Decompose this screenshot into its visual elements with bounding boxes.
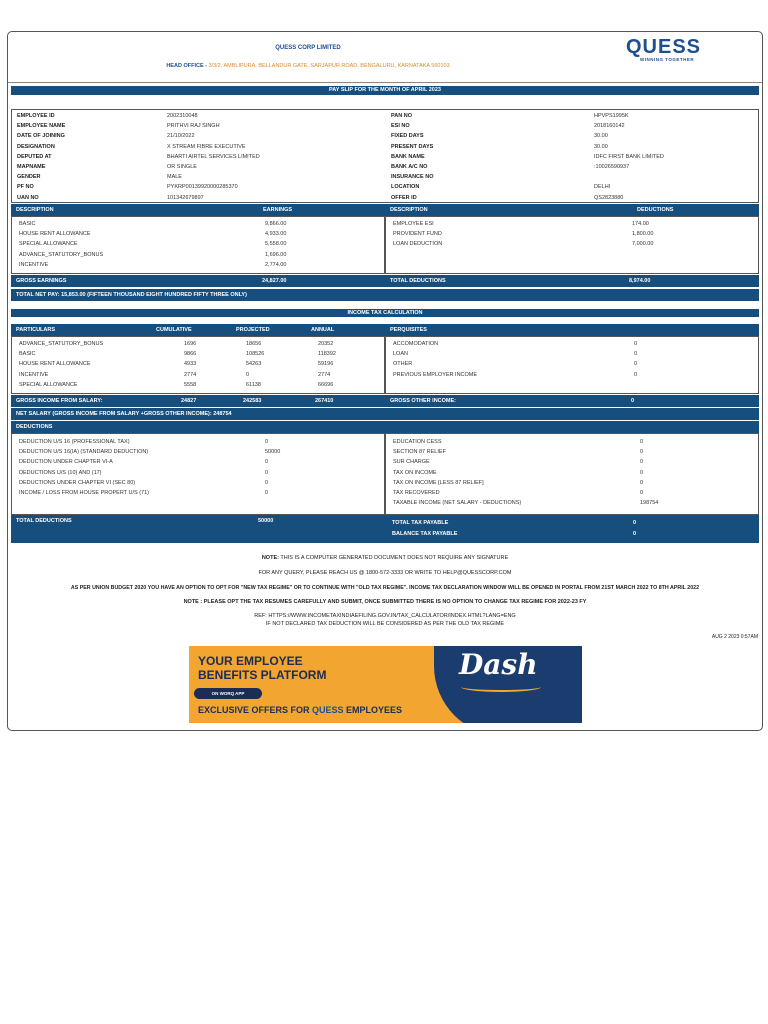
tax-total-deductions-value: 50000 bbox=[258, 518, 274, 524]
tax-summary-value: 0 bbox=[640, 479, 644, 486]
annual-header: ANNUAL bbox=[311, 327, 335, 333]
tax-annual-value: 118392 bbox=[318, 351, 336, 358]
employee-field-value: 101342679897 bbox=[167, 194, 204, 201]
perquisite-value: 0 bbox=[634, 361, 638, 368]
employee-field-value: BHARTI AIRTEL SERVICES LIMITED bbox=[167, 153, 260, 160]
tax-summary-name: TAX ON INCOME bbox=[393, 469, 437, 476]
deductions-title: DEDUCTIONS bbox=[16, 424, 53, 430]
deductions-description-header: DESCRIPTION bbox=[390, 207, 428, 213]
earning-amount: 1,696.00 bbox=[265, 251, 287, 258]
employee-field-label: DATE OF JOINING bbox=[17, 133, 65, 140]
dash-logo: Dash bbox=[459, 648, 538, 681]
income-tax-title: INCOME TAX CALCULATION bbox=[11, 309, 759, 317]
tax-total-deductions-label: TOTAL DEDUCTIONS bbox=[16, 518, 72, 524]
earning-amount: 2,774.00 bbox=[265, 261, 287, 268]
note-reference: REF: HTTPS://WWW.INCOMETAXINDIAEFILING.GOV.IN/TAX_CALCULATOR/INDEX.HTML?LANG=ENG bbox=[254, 613, 516, 619]
tax-deduction-name: DEDUCTIONS UNDER CHAPTER VI (SEC 80) bbox=[19, 479, 136, 486]
employee-field-label: EMPLOYEE NAME bbox=[17, 123, 66, 130]
employee-field-label: PAN NO bbox=[391, 113, 412, 119]
tax-cumulative-value: 2774 bbox=[184, 371, 197, 378]
tax-projected-value: 54263 bbox=[246, 361, 262, 368]
employee-info bbox=[11, 109, 759, 203]
logo-tagline: WINNING TOGETHER bbox=[640, 57, 695, 62]
tax-deduction-value: 0 bbox=[265, 490, 269, 496]
earnings-header-label: EARNINGS bbox=[263, 207, 293, 213]
deduction-amount: 174.00 bbox=[632, 221, 649, 227]
employee-field-label: PRESENT DAYS bbox=[391, 143, 434, 150]
employee-field-label: GENDER bbox=[17, 174, 41, 181]
gross-earnings-value: 24,827.00 bbox=[262, 278, 287, 284]
balance-tax-payable-value: 0 bbox=[633, 531, 637, 537]
tax-summary-name: SUR CHARGE bbox=[393, 459, 430, 466]
employee-field-label: FIXED DAYS bbox=[391, 133, 424, 140]
employee-field-label: EMPLOYEE ID bbox=[17, 113, 55, 119]
tax-deductions-box bbox=[11, 433, 385, 515]
tax-cumulative-value: 9866 bbox=[184, 351, 197, 358]
perquisite-name: OTHER bbox=[393, 361, 413, 368]
earning-description: INCENTIVE bbox=[19, 261, 49, 268]
employee-field-value: 2002310048 bbox=[167, 113, 198, 119]
note-computer-generated bbox=[8, 555, 762, 561]
banner-headline-line2: BENEFITS PLATFORM bbox=[198, 668, 327, 682]
head-office-value: 3/3/2, AMBLIPURA, BELLANDUR GATE, SARJAPUR ROAD, BENGALURU, KARNATAKA 560103 bbox=[208, 63, 450, 69]
gross-income-label: GROSS INCOME FROM SALARY: bbox=[16, 398, 103, 404]
tax-projected-value: 108526 bbox=[246, 351, 265, 358]
employee-field-value: DELHI bbox=[594, 184, 611, 191]
tax-deduction-name: DEDUCTION U/S 16 (PROFESSIONAL TAX) bbox=[19, 439, 130, 445]
tax-deduction-name: DEDUCTION U/S 16(IA) (STANDARD DEDUCTION) bbox=[19, 449, 149, 456]
tax-cumulative-value: 1696 bbox=[184, 341, 197, 347]
gross-earnings-bar bbox=[11, 275, 759, 287]
employee-field-value: 30.00 bbox=[594, 133, 608, 140]
company-name: QUESS CORP LIMITED bbox=[275, 45, 341, 51]
employee-field-label: BANK NAME bbox=[391, 153, 425, 160]
print-timestamp: AUG 2 2023 0:57AM bbox=[711, 634, 758, 640]
tax-summary-value: 0 bbox=[640, 439, 644, 445]
tax-deduction-name: DEDUCTIONS U/S (10) AND (17) bbox=[19, 469, 102, 476]
employee-field-value: PRITHVI RAJ SINGH bbox=[167, 123, 220, 130]
total-tax-payable-label: TOTAL TAX PAYABLE bbox=[392, 520, 449, 526]
employee-field-label: BANK A/C NO bbox=[391, 164, 428, 170]
net-pay-text: TOTAL NET PAY: 15,853.00 (FIFTEEN THOUSAND EIGHT HUNDRED FIFTY THREE ONLY) bbox=[16, 292, 247, 298]
tax-deduction-value: 0 bbox=[265, 469, 269, 476]
tax-summary-value: 0 bbox=[640, 449, 644, 456]
tax-projected-value: 18656 bbox=[246, 341, 262, 347]
earning-description: BASIC bbox=[19, 221, 36, 227]
earnings-description-header: DESCRIPTION bbox=[16, 207, 54, 213]
note-budget: AS PER UNION BUDGET 2020 YOU HAVE AN OPTION TO OPT FOR "NEW TAX REGIME" OR TO CONTINUE WITH "OLD TAX REGIME". INCOME TAX DECLARATION WINDOW WILL BE OPENED IN PORTAL FROM 21ST MARCH 2022 TO 8TH APRIL 2022 bbox=[70, 585, 700, 591]
perquisite-value: 0 bbox=[634, 341, 638, 347]
total-tax-payable-value: 0 bbox=[633, 520, 637, 526]
head-office-label: HEAD OFFICE - bbox=[166, 63, 209, 69]
tax-summary-value: 198754 bbox=[640, 500, 659, 507]
banner-headline bbox=[198, 654, 326, 682]
employee-field-value: 30.00 bbox=[594, 143, 608, 150]
deduction-description: EMPLOYEE ESI bbox=[393, 221, 434, 227]
tax-summary-name: EDUCATION CESS bbox=[393, 439, 442, 445]
gross-earnings-label: GROSS EARNINGS bbox=[16, 278, 67, 284]
employee-field-value: 2018160142 bbox=[594, 123, 625, 130]
tax-particular-name: BASIC bbox=[19, 351, 36, 358]
tax-projected-value: 0 bbox=[246, 371, 250, 378]
tax-deduction-value: 0 bbox=[265, 479, 269, 486]
tax-annual-value: 20352 bbox=[318, 341, 334, 347]
earning-description: ADVANCE_STATUTORY_BONUS bbox=[19, 251, 104, 258]
employee-field-value: X STREAM FIBRE EXECUTIVE bbox=[167, 143, 246, 150]
dash-benefits-banner[interactable] bbox=[189, 646, 582, 723]
employee-field-label: OFFER ID bbox=[391, 194, 417, 201]
gross-income-bar bbox=[11, 395, 759, 407]
tax-deduction-value: 50000 bbox=[265, 449, 281, 456]
earnings-header bbox=[11, 204, 759, 216]
net-pay-bar bbox=[11, 289, 759, 301]
banner-headline-line1: YOUR EMPLOYEE bbox=[198, 654, 303, 668]
gross-income-cumulative: 24827 bbox=[181, 398, 197, 404]
deductions-title-bar bbox=[11, 421, 759, 433]
banner-offer-suffix: EMPLOYEES bbox=[343, 705, 403, 715]
head-office-address bbox=[8, 63, 608, 69]
tax-particulars-box bbox=[11, 336, 385, 394]
tax-summary-value: 0 bbox=[640, 459, 644, 466]
tax-cumulative-value: 4933 bbox=[184, 361, 197, 368]
tax-summary-name: SECTION 87 RELIEF bbox=[393, 449, 446, 456]
tax-summary-value: 0 bbox=[640, 469, 644, 476]
perquisite-name: ACCOMODATION bbox=[393, 341, 439, 347]
employee-field-value: HPVPS1995K bbox=[594, 113, 629, 119]
employee-field-value: :10026590937 bbox=[594, 164, 630, 170]
tax-summary-box bbox=[385, 433, 759, 515]
employee-field-label: UAN NO bbox=[17, 194, 39, 201]
payslip-title: PAY SLIP FOR THE MONTH OF APRIL 2023 bbox=[11, 86, 759, 95]
earning-description: HOUSE RENT ALLOWANCE bbox=[19, 231, 91, 238]
employee-field-label: DESIGNATION bbox=[17, 143, 55, 150]
tax-cumulative-value: 5558 bbox=[184, 381, 197, 388]
deduction-description: PROVIDENT FUND bbox=[393, 231, 442, 238]
deductions-header-label: DEDUCTIONS bbox=[637, 207, 674, 213]
tax-header bbox=[11, 324, 759, 336]
tax-deduction-name: INCOME / LOSS FROM HOUSE PROPERT U/S (71) bbox=[19, 490, 149, 496]
balance-tax-payable-label: BALANCE TAX PAYABLE bbox=[392, 531, 458, 537]
tax-summary-name: TAX ON INCOME [LESS 87 RELIEF] bbox=[393, 479, 484, 486]
tax-annual-value: 66696 bbox=[318, 381, 334, 388]
banner-offer-prefix: EXCLUSIVE OFFERS FOR bbox=[198, 705, 313, 715]
tax-deduction-value: 0 bbox=[265, 459, 269, 466]
note-label: NOTE: bbox=[261, 555, 279, 561]
employee-field-value: PYKRP00139920000285370 bbox=[167, 184, 238, 191]
tax-particular-name: HOUSE RENT ALLOWANCE bbox=[19, 361, 91, 368]
worq-app-chip: ON WORQ APP bbox=[194, 688, 262, 699]
tax-summary-name: TAX RECOVERED bbox=[393, 490, 440, 496]
tax-particular-name: INCENTIVE bbox=[19, 371, 49, 378]
tax-deduction-value: 0 bbox=[265, 439, 269, 445]
earning-amount: 4,933.00 bbox=[265, 231, 287, 238]
banner-offer bbox=[198, 705, 402, 715]
particulars-header: PARTICULARS bbox=[16, 327, 56, 333]
employee-field-value: 21/10/2022 bbox=[167, 133, 195, 140]
tax-particular-name: ADVANCE_STATUTORY_BONUS bbox=[19, 341, 104, 347]
employee-field-label: LOCATION bbox=[391, 184, 420, 191]
employee-field-value: MALE bbox=[167, 174, 182, 181]
note-old-regime: IF NOT DECLARED TAX DEDUCTION WILL BE CONSIDERED AS PER THE OLD TAX REGIME bbox=[265, 621, 505, 627]
header bbox=[8, 32, 762, 83]
note-text: THIS IS A COMPUTER GENERATED DOCUMENT DOES NOT REQUIRE ANY SIGNATURE bbox=[278, 555, 509, 561]
net-salary-text: NET SALARY (GROSS INCOME FROM SALARY +GROSS OTHER INCOME): 248754 bbox=[16, 411, 232, 417]
perquisite-name: LOAN bbox=[393, 351, 408, 358]
perquisites-box bbox=[385, 336, 759, 394]
quess-logo bbox=[626, 37, 716, 62]
perquisites-header: PERQUISITES bbox=[390, 327, 427, 333]
tax-annual-value: 2774 bbox=[318, 371, 331, 378]
employee-field-value: QS2823880 bbox=[594, 194, 624, 201]
tax-particular-name: SPECIAL ALLOWANCE bbox=[19, 381, 78, 388]
banner-offer-brand: QUESS bbox=[312, 705, 344, 715]
logo-text: QUESS bbox=[626, 36, 702, 58]
cumulative-header: CUMULATIVE bbox=[156, 327, 192, 333]
earning-description: SPECIAL ALLOWANCE bbox=[19, 241, 78, 248]
perquisite-value: 0 bbox=[634, 351, 638, 358]
tax-projected-value: 61138 bbox=[246, 381, 261, 388]
dash-swoosh-icon bbox=[461, 682, 541, 692]
gross-other-income-label: GROSS OTHER INCOME: bbox=[390, 398, 457, 404]
tax-totals-bar bbox=[11, 515, 759, 543]
earning-amount: 5,558.00 bbox=[265, 241, 287, 248]
employee-field-value: IDFC FIRST BANK LIMITED bbox=[594, 153, 664, 160]
gross-other-income-value: 0 bbox=[631, 398, 635, 404]
employee-field-value: OR SINGLE bbox=[167, 164, 197, 170]
employee-field-label: DEPUTED AT bbox=[17, 153, 52, 160]
employee-field-label: PF NO bbox=[17, 184, 34, 191]
deductions-box bbox=[385, 216, 759, 274]
employee-field-label: ESI NO bbox=[391, 123, 410, 130]
employee-field-label: MAPNAME bbox=[17, 164, 46, 170]
tax-annual-value: 59196 bbox=[318, 361, 334, 368]
tax-summary-value: 0 bbox=[640, 490, 644, 496]
projected-header: PROJECTED bbox=[236, 327, 270, 333]
earnings-box bbox=[11, 216, 385, 274]
net-salary-bar bbox=[11, 408, 759, 420]
note-opt-regime: NOTE : PLEASE OPT THE TAX RESUMES CAREFULLY AND SUBMIT, ONCE SUBMITTED THERE IS NO OPTION TO CHANGE TAX REGIME FOR 2022-23 FY bbox=[183, 599, 587, 605]
payslip-page bbox=[7, 31, 763, 731]
deduction-amount: 1,800.00 bbox=[632, 231, 654, 238]
tax-summary-name: TAXABLE INCOME (NET SALARY - DEDUCTIONS) bbox=[393, 500, 522, 507]
note-query: FOR ANY QUERY, PLEASE REACH US @ 1800-572-3333 OR WRITE TO HELP@QUESSCORP.COM bbox=[258, 570, 512, 576]
earning-amount: 9,866.00 bbox=[265, 221, 287, 227]
total-deductions-label: TOTAL DEDUCTIONS bbox=[390, 278, 446, 284]
gross-income-projected: 242583 bbox=[243, 398, 262, 404]
deduction-amount: 7,000.00 bbox=[632, 241, 654, 248]
employee-field-label: INSURANCE NO bbox=[391, 174, 434, 181]
deduction-description: LOAN DEDUCTION bbox=[393, 241, 443, 248]
perquisite-value: 0 bbox=[634, 371, 638, 378]
total-deductions-value: 8,974.00 bbox=[629, 278, 651, 284]
tax-deduction-name: DEDUCTION UNDER CHAPTER VI-A bbox=[19, 459, 113, 466]
gross-income-annual: 267410 bbox=[315, 398, 334, 404]
perquisite-name: PREVIOUS EMPLOYER INCOME bbox=[393, 371, 478, 378]
